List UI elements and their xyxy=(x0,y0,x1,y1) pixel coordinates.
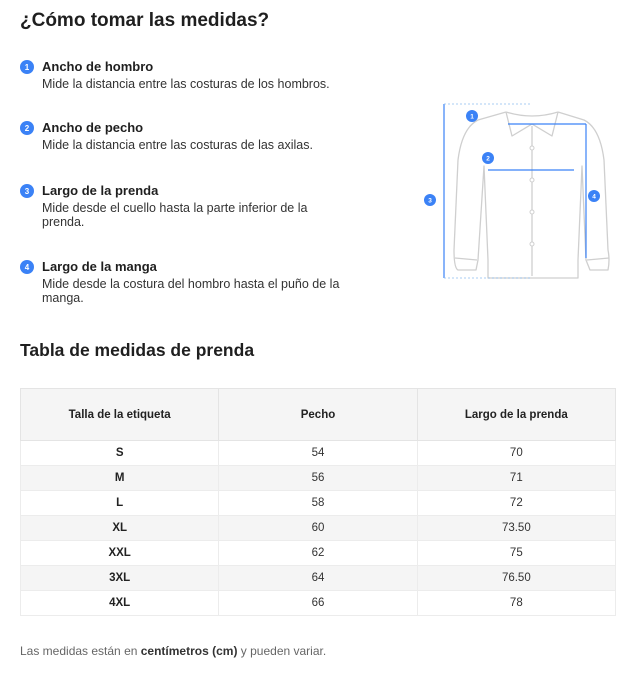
length-cell: 73.50 xyxy=(417,516,615,541)
length-cell: 75 xyxy=(417,541,615,566)
chest-cell: 62 xyxy=(219,541,417,566)
step-title: Largo de la prenda xyxy=(42,183,159,198)
units-note-suffix: y pueden variar. xyxy=(237,644,327,658)
diagram-label-2: 2 xyxy=(486,155,490,163)
step-number-badge: 2 xyxy=(20,121,34,135)
shirt-measurement-diagram xyxy=(418,100,614,284)
units-note xyxy=(20,644,326,658)
step-description: Mide desde la costura del hombro hasta el puño de la manga. xyxy=(42,277,340,305)
chest-cell: 56 xyxy=(219,466,417,491)
units-note-prefix: Las medidas están en xyxy=(20,644,141,658)
units-note-unit: centímetros (cm) xyxy=(140,644,238,658)
size-cell: M xyxy=(21,466,219,491)
size-cell: 4XL xyxy=(21,591,219,616)
step-title: Ancho de pecho xyxy=(42,120,144,135)
length-cell: 72 xyxy=(417,491,615,516)
size-cell: XL xyxy=(21,516,219,541)
column-header-chest: Pecho xyxy=(219,389,417,441)
diagram-label-4: 4 xyxy=(592,193,596,201)
table-row xyxy=(21,441,616,466)
diagram-label-3: 3 xyxy=(428,197,432,205)
chest-cell: 60 xyxy=(219,516,417,541)
diagram-label-1: 1 xyxy=(470,113,474,121)
step-description: Mide desde el cuello hasta la parte inferior de la prenda. xyxy=(42,201,308,229)
table-header-row xyxy=(21,389,616,441)
chest-cell: 66 xyxy=(219,591,417,616)
table-row xyxy=(21,541,616,566)
step-number-badge: 4 xyxy=(20,260,34,274)
step-title: Ancho de hombro xyxy=(42,59,154,74)
step-description: Mide la distancia entre las costuras de los hombros. xyxy=(42,77,330,91)
size-cell: XXL xyxy=(21,541,219,566)
length-cell: 76.50 xyxy=(417,566,615,591)
size-cell: 3XL xyxy=(21,566,219,591)
shirt-measurement-icon xyxy=(418,100,614,284)
chest-cell: 54 xyxy=(219,441,417,466)
length-cell: 78 xyxy=(417,591,615,616)
table-row xyxy=(21,466,616,491)
size-table xyxy=(20,388,616,616)
table-row xyxy=(21,566,616,591)
table-row xyxy=(21,516,616,541)
size-table-title: Tabla de medidas de prenda xyxy=(20,340,255,360)
table-row xyxy=(21,591,616,616)
size-cell: S xyxy=(21,441,219,466)
table-row xyxy=(21,491,616,516)
step-description: Mide la distancia entre las costuras de las axilas. xyxy=(42,138,313,152)
size-cell: L xyxy=(21,491,219,516)
step-title: Largo de la manga xyxy=(42,259,157,274)
chest-cell: 64 xyxy=(219,566,417,591)
page-title: ¿Cómo tomar las medidas? xyxy=(20,10,270,31)
step-number-badge: 1 xyxy=(20,60,34,74)
column-header-length: Largo de la prenda xyxy=(417,389,615,441)
length-cell: 70 xyxy=(417,441,615,466)
column-header-size-label: Talla de la etiqueta xyxy=(21,389,219,441)
step-number-badge: 3 xyxy=(20,184,34,198)
length-cell: 71 xyxy=(417,466,615,491)
chest-cell: 58 xyxy=(219,491,417,516)
